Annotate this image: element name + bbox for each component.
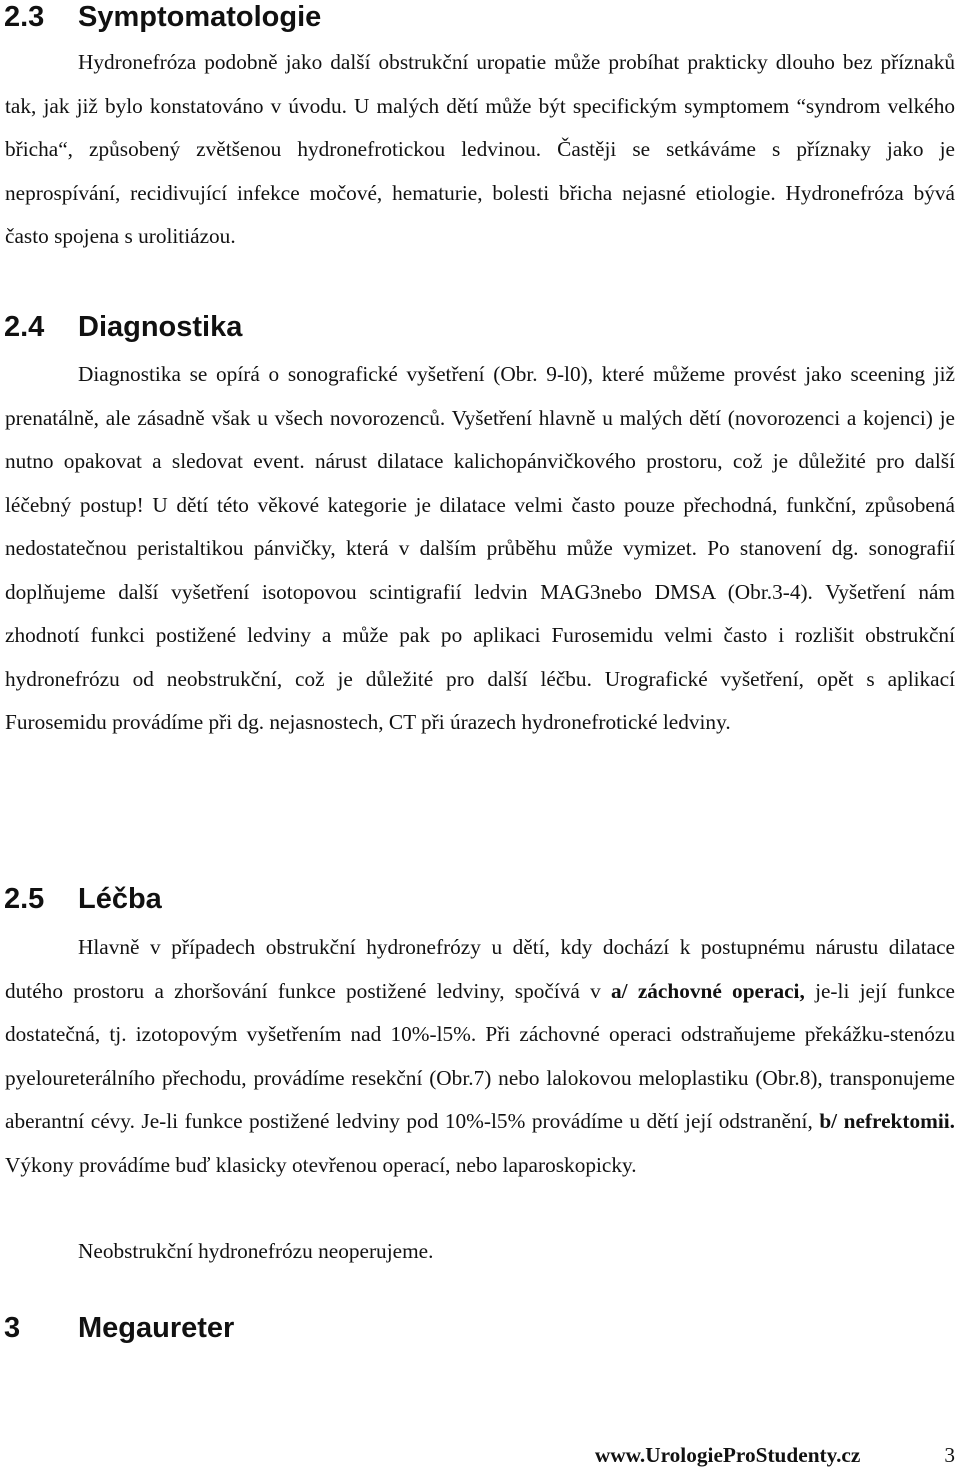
paragraph-symptomatologie: Hydronefróza podobně jako další obstrukční uropatie může probíhat prakticky dlouho bez příznaků tak, jak již bylo konstatováno v úvodu. U malých dětí může být specifickým symptomem “syndrom velkého břicha“, způsobený zvětšenou hydronefrotickou ledvinou. Častěji se setkáváme s příznaky jako je neprospívání, recidivující infekce močové, hematurie, bolesti břicha nejasné etiologie. Hydronefróza bývá často spojena s urolitiázou. <box>5 50 955 248</box>
section-number: 2.5 <box>4 883 45 915</box>
section-title: Diagnostika <box>78 311 243 343</box>
section-title: Symptomatologie <box>78 1 322 33</box>
page-number: 3 <box>944 1443 955 1467</box>
paragraph-neoperujeme: Neobstrukční hydronefrózu neoperujeme. <box>78 1239 434 1263</box>
bold-term-zachovna-operace: a/ záchovné operaci, <box>611 978 805 1003</box>
section-number: 2.4 <box>4 311 45 343</box>
section-heading-diagnostika <box>4 310 242 344</box>
section-heading-megaureter <box>4 1311 234 1345</box>
paragraph-diagnostika: Diagnostika se opírá o sonografické vyšetření (Obr. 9-l0), které můžeme provést jako sceening již prenatálně, ale zásadně však u všech novorozenců. Vyšetření hlavně u malých dětí (novorozenci a kojenci) je nutno opakovat a sledovat event. nárust dilatace kalichopánvičkového prostoru, což je důležité pro další léčebný postup! U dětí této věkové kategorie je dilatace velmi často pouze přechodná, funkční, způsobená nedostatečnou peristaltikou pánvičky, která v dalším průběhu může vymizet. Po stanovení dg. sonografií doplňujeme další vyšetření isotopovou scintigrafií ledvin MAG3nebo DMSA (Obr.3-4). Vyšetření nám zhodnotí funkci postižené ledviny a může pak po aplikaci Furosemidu velmi často i rozlišit obstrukční hydronefrózu od neobstrukční, což je důležité pro další léčbu. Urografické vyšetření, opět s aplikací Furosemidu provádíme při dg. nejasnostech, CT při úrazech hydronefrotické ledviny. <box>5 362 955 734</box>
bold-term-nefrektomie: b/ nefrektomii. <box>819 1109 956 1133</box>
page-footer <box>5 1440 955 1470</box>
section-title: Megaureter <box>78 1312 235 1344</box>
section-heading-lecba <box>4 882 162 916</box>
section-number: 3 <box>4 1312 21 1344</box>
text-run: Hlavně v případech obstrukční hydronefrózy u dětí, kdy dochází k postupnému nárustu dilatace dutého prostoru a zhoršování funkce postižené ledviny, spočívá v <box>5 935 955 1003</box>
section-heading-symptomatologie <box>4 0 321 34</box>
text-run: je-li její funkce dostatečná, tj. izotopovým vyšetřením nad 10%-l5%. Při záchovné operaci odstraňujeme překážku-stenózu pyeloureterálního přechodu, provádíme resekční (Obr.7) nebo lalokovou meloplastiku (Obr.8), transponujeme aberantní cévy. Je-li funkce postižené ledviny pod 10%-l5% provádíme u dětí její odstranění, <box>5 978 956 1133</box>
section-title: Léčba <box>78 883 162 915</box>
footer-url: www.UrologieProStudenty.cz <box>594 1443 861 1467</box>
paragraph-lecba <box>5 926 955 1187</box>
section-number: 2.3 <box>4 1 45 33</box>
text-run: Výkony provádíme buď klasicky otevřenou operací, nebo laparoskopicky. <box>5 1152 637 1177</box>
